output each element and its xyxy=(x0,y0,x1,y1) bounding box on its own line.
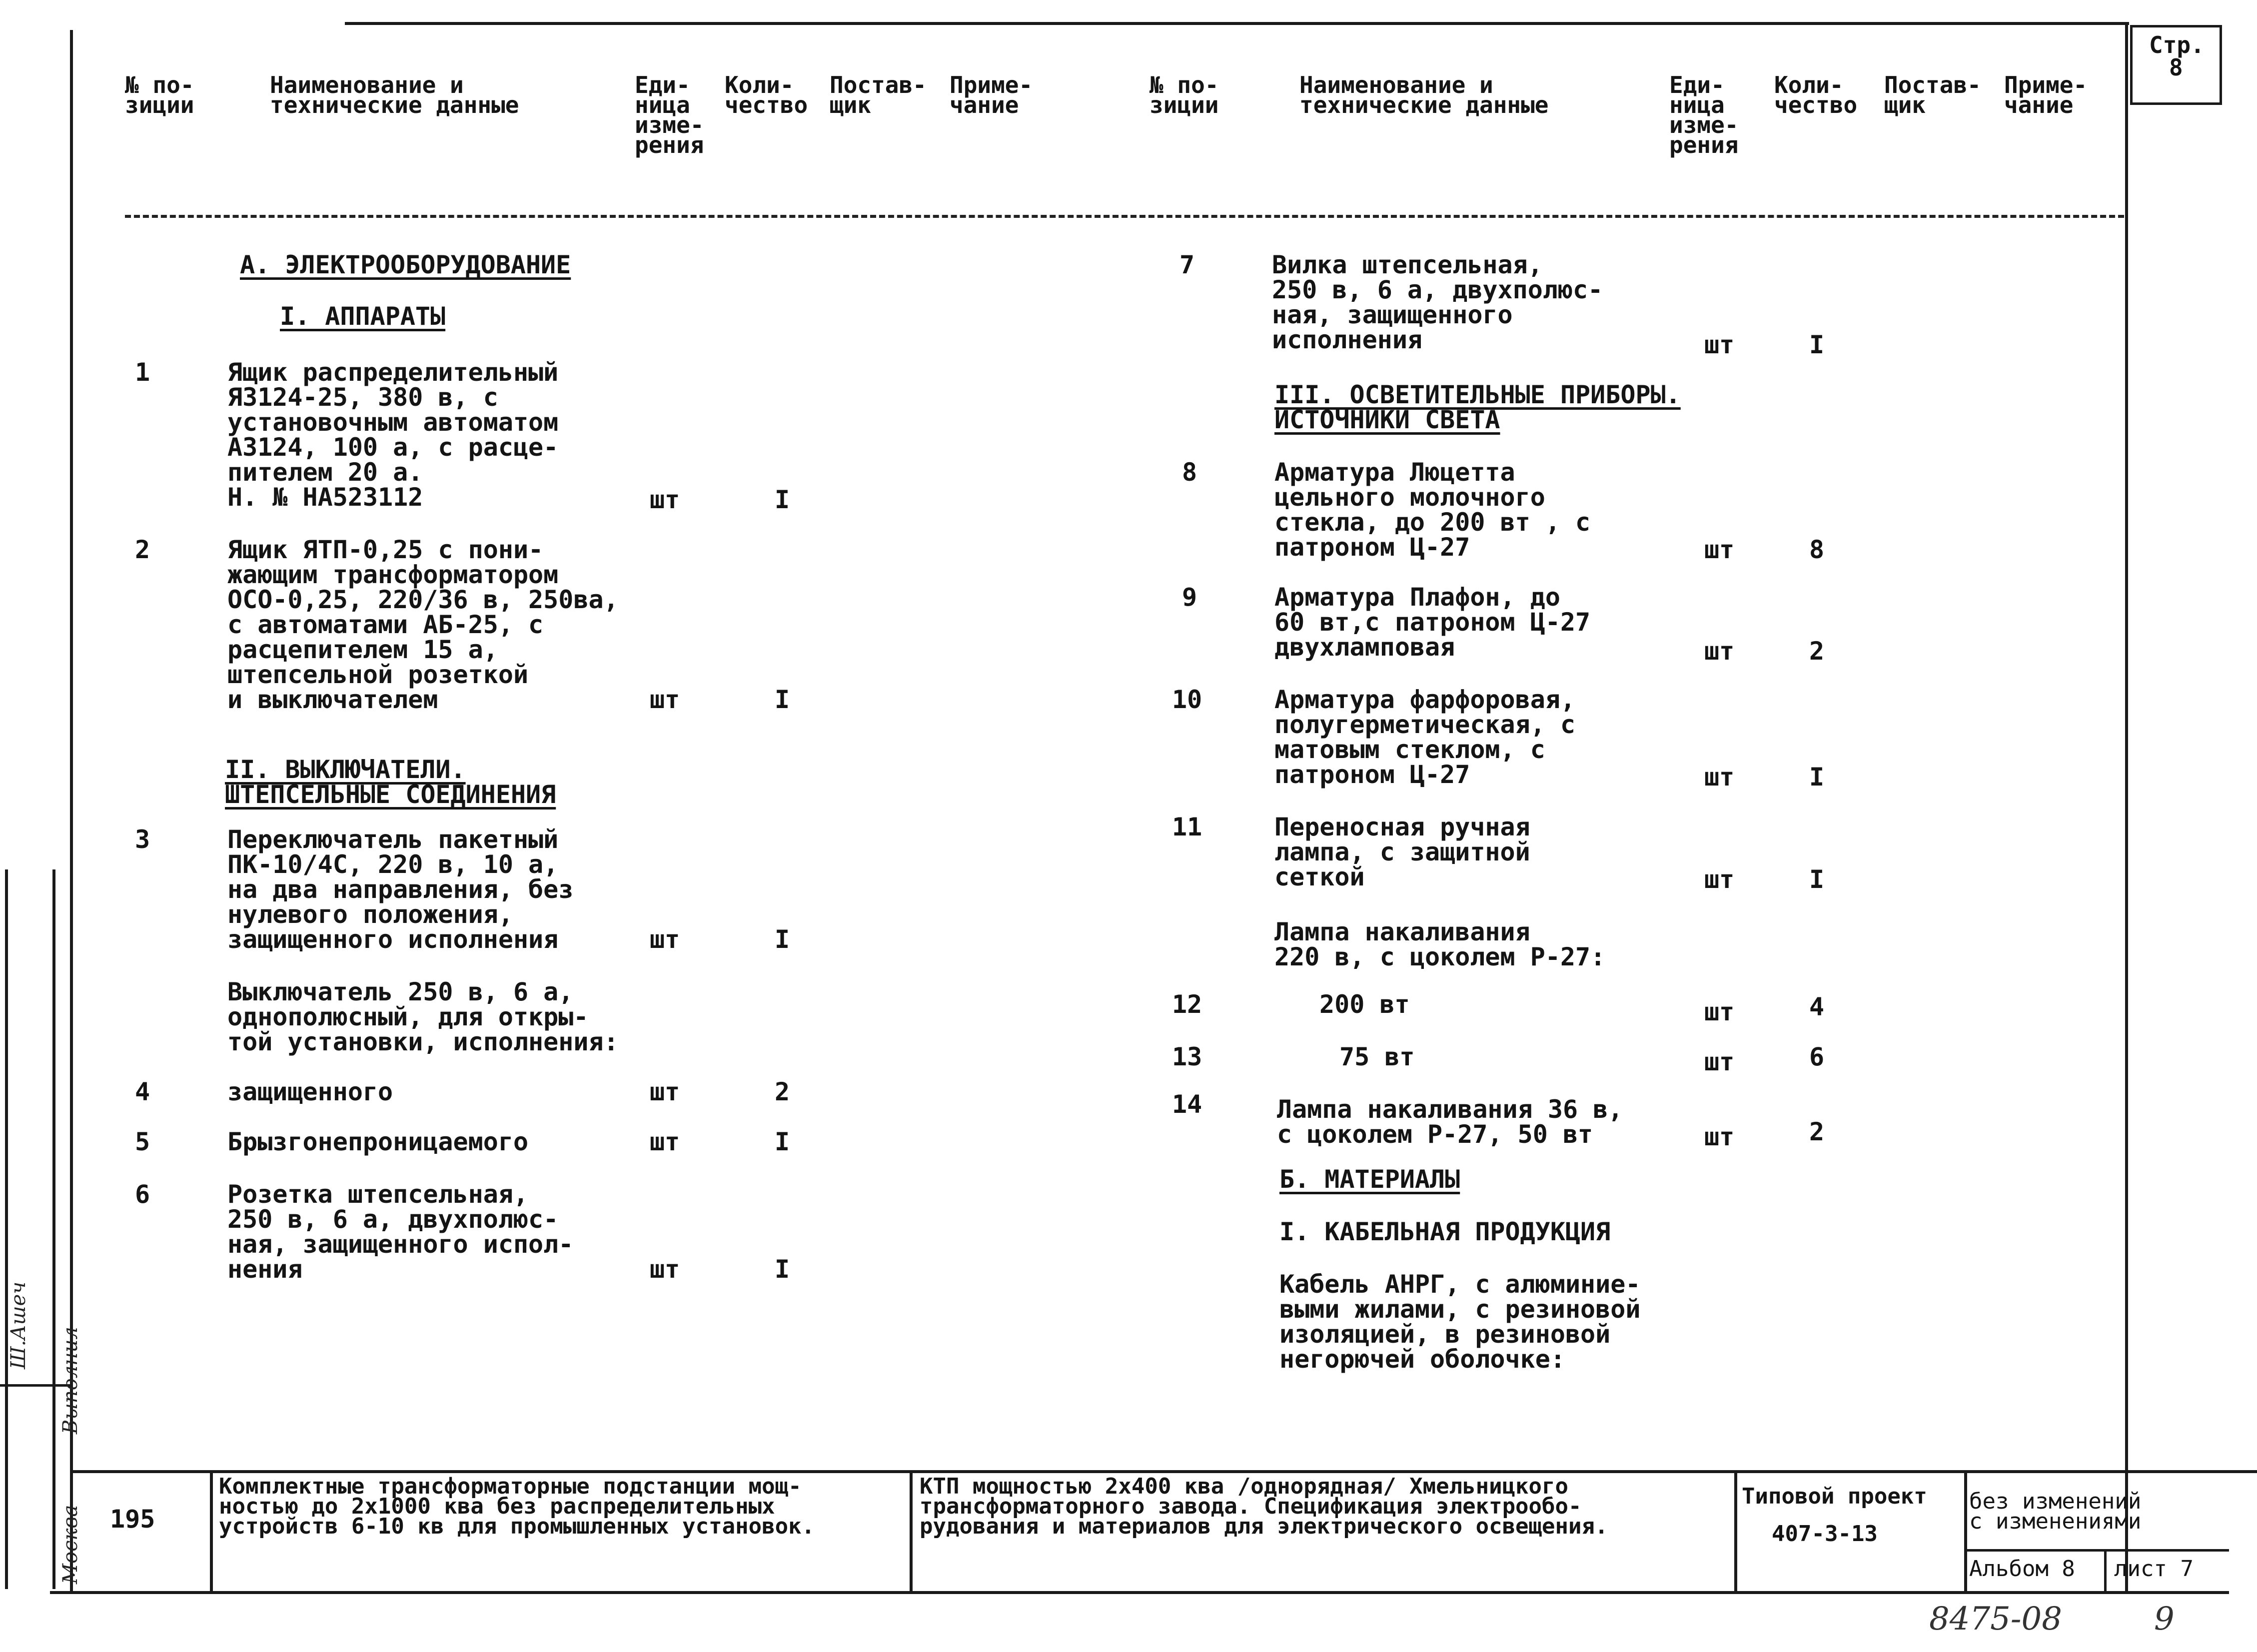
item-unit: шт xyxy=(650,685,680,714)
section-b1-heading: I. КАБЕЛЬНАЯ ПРОДУКЦИЯ xyxy=(1279,1217,1611,1246)
item-pos: 13 xyxy=(1172,1042,1202,1071)
item-name: защищенного xyxy=(227,1077,393,1106)
footer-title-left: Комплектные трансформаторные подстанции мощ- ностью до 2х1000 ква без распределительных устройств 6-10 кв для промышленных установок. xyxy=(219,1474,815,1539)
header-unit-right: Еди- ница изме- рения xyxy=(1669,71,1739,158)
section-a-heading: А. ЭЛЕКТРООБОРУДОВАНИЕ xyxy=(240,250,571,279)
item-pos: 2 xyxy=(135,535,150,564)
section-a1-heading: I. АППАРАТЫ xyxy=(280,302,446,331)
item-name: Ящик распределительный Я3124-25, 380 в, с установочным автоматом А3124, 100 а, с расце- пителем 20 а. Н. № НА523112 xyxy=(227,358,559,512)
item-qty: I xyxy=(1809,330,1825,359)
footer-project-label: Типовой проект xyxy=(1742,1484,1927,1509)
item-name: Арматура Плафон, до 60 вт,с патроном Ц-27 двухламповая xyxy=(1274,583,1591,662)
stamp-line-1 xyxy=(5,869,8,1589)
item-qty: 2 xyxy=(1809,1117,1825,1146)
item-name: Переносная ручная лампа, с защитной сеткой xyxy=(1274,813,1530,891)
page-number: 8 xyxy=(2169,54,2183,81)
item-pos: 3 xyxy=(135,825,150,854)
item-name: Кабель АНРГ, с алюминие- выми жилами, с резиновой изоляцией, в резиновой негорючей оболочке: xyxy=(1279,1270,1641,1374)
footer-sheet: лист 7 xyxy=(2114,1556,2194,1582)
item-unit: шт xyxy=(1704,330,1735,359)
footer-album: Альбом 8 xyxy=(1969,1556,2075,1582)
header-name-right: Наименование и технические данные xyxy=(1299,71,1549,118)
header-supplier-left: Постав- щик xyxy=(830,71,927,118)
item-pos: 10 xyxy=(1172,685,1202,714)
item-qty: 4 xyxy=(1809,992,1825,1021)
header-name-left: Наименование и технические данные xyxy=(270,71,519,118)
header-unit-left: Еди- ница изме- рения xyxy=(635,71,704,158)
header-pos-left: № по- зиции xyxy=(125,71,194,118)
item-qty: 2 xyxy=(775,1077,790,1106)
footer-project-number: 407-3-13 xyxy=(1772,1521,1878,1547)
item-qty: 2 xyxy=(1809,637,1825,666)
item-name: 200 вт xyxy=(1319,990,1410,1019)
stamp-city: Москва xyxy=(59,1505,82,1584)
footer-hline-1 xyxy=(1964,1549,2229,1552)
item-unit: шт xyxy=(1704,1122,1735,1151)
item-pos: 11 xyxy=(1172,813,1202,841)
footer-hand-page: 9 xyxy=(2154,1601,2175,1638)
page-label: Стр. xyxy=(2149,31,2205,58)
item-pos: 6 xyxy=(135,1180,150,1209)
item-pos: 12 xyxy=(1172,990,1202,1019)
item-qty: I xyxy=(1809,763,1825,792)
item-qty: I xyxy=(775,685,790,714)
item-name: 75 вт xyxy=(1339,1042,1415,1071)
stamp-name: Ш.Ашеч xyxy=(7,1281,30,1369)
item-unit: шт xyxy=(650,925,680,954)
item-pos: 8 xyxy=(1182,458,1197,487)
item-name: Лампа накаливания 36 в, с цоколем Р-27, 50 вт xyxy=(1277,1095,1623,1149)
footer-vline-album xyxy=(2104,1549,2107,1594)
footer-changes: без изменений с изменениями xyxy=(1969,1489,2142,1534)
footer-divider-2 xyxy=(910,1470,913,1594)
item-pos: 7 xyxy=(1179,250,1195,279)
item-name: Вилка штепсельная, 250 в, 6 а, двухполюс- ная, защищенного исполнения xyxy=(1272,250,1603,354)
item-name: Арматура Люцетта цельного молочного стекла, до 200 вт , с патроном Ц-27 xyxy=(1274,458,1591,562)
header-pos-right: № по- зиции xyxy=(1149,71,1219,118)
header-note-right: Приме- чание xyxy=(2004,71,2088,118)
item-qty: I xyxy=(775,1255,790,1284)
top-border xyxy=(345,22,2129,25)
section-a3-heading: III. ОСВЕТИТЕЛЬНЫЕ ПРИБОРЫ. ИСТОЧНИКИ СВЕТА xyxy=(1274,380,1681,434)
item-unit: шт xyxy=(650,485,680,514)
item-qty: 6 xyxy=(1809,1042,1825,1071)
item-qty: 8 xyxy=(1809,535,1825,564)
item-name: Брызгонепроницаемого xyxy=(227,1127,529,1156)
item-unit: шт xyxy=(650,1077,680,1106)
item-unit: шт xyxy=(650,1127,680,1156)
item-unit: шт xyxy=(1704,1047,1735,1076)
stamp-executed: Выполнил xyxy=(59,1327,82,1434)
footer-title-right: КТП мощностью 2х400 ква /однорядная/ Хмельницкого трансформаторного завода. Спецификация электрообо- рудования и материалов для электрического освещения. xyxy=(920,1474,1608,1539)
item-unit: шт xyxy=(1704,997,1735,1026)
item-pos: 5 xyxy=(135,1127,150,1156)
item-name: Арматура фарфоровая, полугерметическая, с матовым стеклом, с патроном Ц-27 xyxy=(1274,685,1576,789)
section-a2-heading: II. ВЫКЛЮЧАТЕЛИ. ШТЕПСЕЛЬНЫЕ СОЕДИНЕНИЯ xyxy=(225,755,556,809)
footer-top-border xyxy=(70,1470,2257,1473)
header-qty-right: Коли- чество xyxy=(1774,71,1858,118)
item-pos: 4 xyxy=(135,1077,150,1106)
item-qty: I xyxy=(1809,865,1825,894)
header-separator xyxy=(125,215,2124,218)
header-note-left: Приме- чание xyxy=(950,71,1033,118)
footer-divider-3 xyxy=(1734,1470,1737,1594)
item-pos: 9 xyxy=(1182,583,1197,612)
item-unit: шт xyxy=(1704,535,1735,564)
header-qty-left: Коли- чество xyxy=(725,71,808,118)
item-pos: 1 xyxy=(135,358,150,387)
bottom-border xyxy=(50,1591,2229,1594)
right-border xyxy=(2125,22,2128,1594)
item-unit: шт xyxy=(650,1255,680,1284)
header-supplier-right: Постав- щик xyxy=(1884,71,1981,118)
item-name: Ящик ЯТП-0,25 с пони- жающим трансформатором ОСО-0,25, 220/36 в, 250ва, с автоматами АБ-25, с расцепителем 15 а, штепсельной розеткой и выключателем xyxy=(227,535,619,714)
item-name: Переключатель пакетный ПК-10/4С, 220 в, 10 а, на два направления, без нулевого положения, защищенного исполнения xyxy=(227,825,574,954)
footer-hand-number: 8475-08 xyxy=(1929,1601,2062,1638)
footer-divider-1 xyxy=(210,1470,213,1594)
item-unit: шт xyxy=(1704,865,1735,894)
item-qty: I xyxy=(775,485,790,514)
footer-divider-4 xyxy=(1964,1470,1967,1594)
item-unit: шт xyxy=(1704,637,1735,666)
item-name: Выключатель 250 в, 6 а, однополюсный, для откры- той установки, исполнения: xyxy=(227,977,619,1056)
item-name: Розетка штепсельная, 250 в, 6 а, двухполюс- ная, защищенного испол- нения xyxy=(227,1180,574,1284)
item-qty: I xyxy=(775,1127,790,1156)
item-pos: 14 xyxy=(1172,1090,1202,1119)
section-b-heading: Б. МАТЕРИАЛЫ xyxy=(1279,1165,1460,1194)
stamp-line-2 xyxy=(52,869,55,1589)
item-unit: шт xyxy=(1704,763,1735,792)
footer-year: 195 xyxy=(110,1505,155,1534)
item-name: Лампа накаливания 220 в, с цоколем Р-27: xyxy=(1274,917,1606,971)
item-qty: I xyxy=(775,925,790,954)
